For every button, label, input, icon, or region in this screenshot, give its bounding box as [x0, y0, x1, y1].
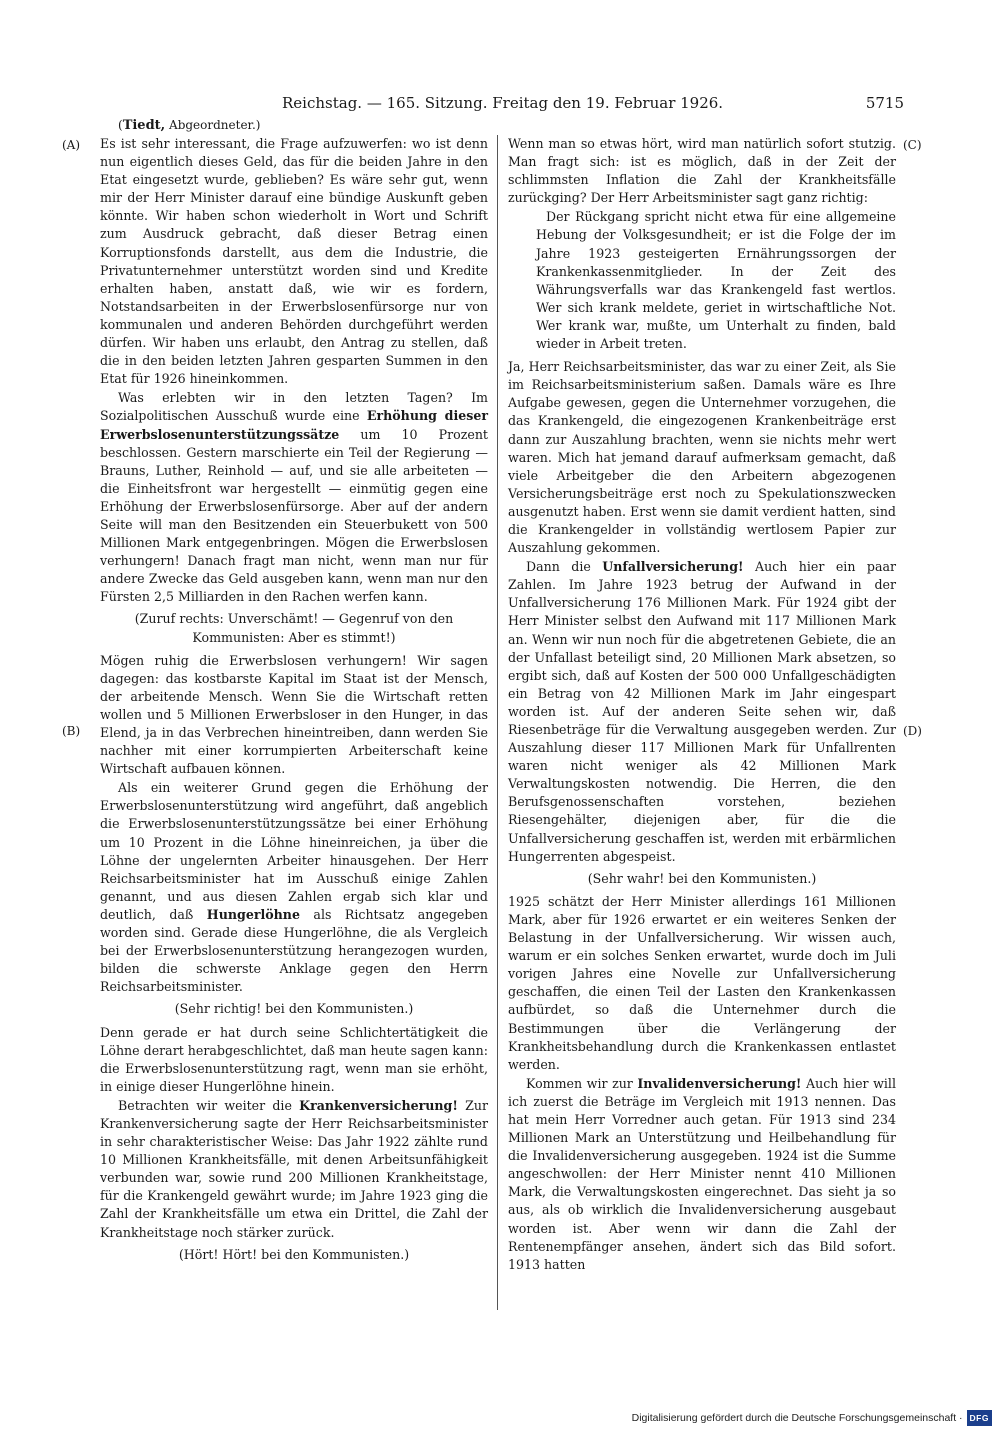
paragraph-text: um 10 Prozent beschlossen. Gestern marschierte ein Teil der Regierung — Brauns, Luther, Reinhold — auf, und sie alle arbeiteten — die Einheitsfront war hergestellt — einmütig gegen eine Erhöhung der Erwerbslosenfürsorge. Aber auf der andern Seite will man den Besitzenden ein Steuerbukett von 500 Millionen Mark entgegenbringen. Mögen die Erwerbslosen verhungern! Danach fragt man nicht, wenn man nur für andere Zwecke das Geld ausgeben kann, wenn man nur den Fürsten 2,5 Milliarden in den Rachen werfen kann.	[100, 426, 488, 605]
footer-text: Digitalisierung gefördert durch die Deutsche Forschungsgemeinschaft ·	[631, 1412, 963, 1424]
interjection: (Sehr wahr! bei den Kommunisten.)	[587, 870, 817, 886]
paragraph-text: Auch hier ein paar Zahlen. Im Jahre 1923 betrug der Aufwand in der Unfallversicherung 176 Millionen Mark. Für 1924 gibt der Herr Minister selbst den Aufwand mit 117 Millionen Mark an. Wenn wir nun noch für die abgetretenen Gebiete, die an der Unfallast beteiligt sind, 20 Millionen Mark absetzen, so ergibt sich, daß auf Kosten der 500 000 Unfallgeschädigten ein Betrag von 42 Millionen Mark im Jahr eingespart worden ist. Auf der anderen Seite sehen wir, daß Riesenbeträge für die Verwaltung ausgegeben werden. Zur Auszahlung dieser 117 Millionen Mark für Unfallrenten waren nicht weniger als 42 Millionen Mark Verwaltungskosten notwendig. Die Herren, die den Berufsgenossenschaften vorstehen, beziehen Riesengehälter, diejenigen aber, für die die Unfallversicherung geschaffen ist, werden mit erbärmlichen Hungerrenten abgespeist.	[508, 559, 896, 864]
paragraph-text: Was erlebten wir in den letzten Tagen? Im Sozialpolitischen Ausschuß wurde eine	[100, 390, 488, 424]
footer-credit	[632, 1410, 992, 1426]
paragraph	[100, 1097, 488, 1242]
left-column	[100, 135, 488, 1269]
paragraph: Denn gerade er hat durch seine Schlichtertätigkeit die Löhne derart herabgeschlichtet, daß man heute sagen kann: die Erwerbslosenunterstützung ragt, wenn man sie erhöht, in einige dieser Hungerlöhne hinein.	[100, 1024, 488, 1094]
paragraph-text: Zur Krankenversicherung sagte der Herr Reichsarbeitsminister in sehr charakteristischer Weise: Das Jahr 1922 zählte rund 10 Millionen Krankheitsfälle, mit denen Arbeitsunfähigkeit verbunden war, sowie rund 200 Millionen Krankheitstage, für die Krankengeld gewährt wurde; im Jahre 1923 ging die Zahl der Krankheitsfälle um etwa ein Drittel, die Zahl der Krankheitstage noch stärker zurück.	[100, 1097, 489, 1240]
header-title: Reichstag. — 165. Sitzung. Freitag den 19. Februar 1926.	[282, 94, 724, 112]
emphasized-term: Unfallversicherung!	[602, 559, 744, 575]
interjection: (Sehr richtig! bei den Kommunisten.)	[174, 1001, 414, 1017]
emphasized-term: Hungerlöhne	[206, 906, 300, 922]
margin-marker-b: (B)	[62, 724, 81, 738]
paragraph-text: als Richtsatz angegeben worden sind. Gerade diese Hungerlöhne, die als Vergleich bei der Erwerbslosenunterstützung herangezogen wurden, bilden die schwerste Anklage gegen den Herrn Reichsarbeitsminister.	[100, 906, 489, 995]
speaker-role: Abgeordneter.	[169, 118, 256, 132]
paragraph-text: Kommen wir zur	[526, 1075, 638, 1091]
margin-marker-c: (C)	[903, 138, 922, 152]
paragraph: Ja, Herr Reichsarbeitsminister, das war zu einer Zeit, als Sie im Reichsarbeitsministerium saßen. Damals wäre es Ihre Aufgabe gewesen, gegen die Unternehmer vorzugehen, die das Krankengeld, die eingezogenen Krankenbeiträge erst dann zur Auszahlung brachten, wenn sie nichts mehr wert waren. Mich hat jemand darauf aufmerksam gemacht, daß viele Arbeitgeber die den Arbeitern abgezogenen Versicherungsbeiträge erst noch zu Spekulationszwecken ausgenutzt haben. Erst wenn sie damit verdient hatten, sind die Krankengelder in vollständig wertlosem Papier zur Auszahlung gekommen.	[508, 359, 896, 556]
paragraph	[508, 558, 896, 866]
paragraph: Wenn man so etwas hört, wird man natürlich sofort stutzig. Man fragt sich: ist es möglich, daß in der Zeit der schlimmsten Inflation die Zahl der Krankheitsfälle zurückging? Der Herr Arbeitsminister sagt ganz richtig:	[508, 136, 896, 206]
margin-marker-a: (A)	[62, 138, 81, 152]
emphasized-term: Invalidenversicherung!	[637, 1075, 802, 1091]
paragraph-text: Auch hier will ich zuerst die Beträge im Vergleich mit 1913 nennen. Das hat mein Herr Vorredner auch getan. Für 1913 sind 234 Millionen Mark an Unterstützung und Heilbehandlung für die Invalidenversicherung ausgegeben. 1924 ist die Summe angeschwollen: der Herr Minister nennt 410 Millionen Mark, die Verwaltungskosten eingerechnet. Das sieht ja so aus, als ob wirklich die Invalidenversicherung ausgebaut worden ist. Aber wenn wir dann die Zahl der Rentenempfänger ansehen, ändert sich das Bild sofort. 1913 hatten	[508, 1075, 896, 1272]
interjection: (Zuruf rechts: Unverschämt! — Gegenruf von den Kommunisten: Aber es stimmt!)	[134, 611, 454, 645]
dfg-logo: DFG	[967, 1410, 992, 1426]
paragraph-text: Betrachten wir weiter die	[118, 1097, 300, 1113]
margin-marker-d: (D)	[903, 724, 922, 738]
right-column	[508, 135, 896, 1275]
paragraph: 1925 schätzt der Herr Minister allerdings 161 Millionen Mark, aber für 1926 erwartet er ein weiteres Senken der Belastung in der Unfallversicherung. Wir wissen auch, warum er ein solches Senken erwartet, wurde doch im Juli vorigen Jahres eine Novelle zur Unfallversicherung geschaffen, die einen Teil der Lasten den Krankenkassen aufbürdet, so daß die Unternehmer durch die Bestimmungen über die Verlängerung der Krankheitsbehandlung durch die Krankenkassen entlastet werden.	[508, 893, 896, 1072]
paragraph: Es ist sehr interessant, die Frage aufzuwerfen: wo ist denn nun eigentlich dieses Geld, das für die beiden Jahre in den Etat eingesetzt wurde, geblieben? Es wäre sehr gut, wenn mir der Herr Minister darauf eine bündige Auskunft geben könnte. Wir haben schon wiederholt in Wort und Schrift zum Ausdruck gebracht, daß dieser Betrag einen Korruptionsfonds darstellt, aus dem die Industrie, die Privatunternehmer unterstützt worden sind und Kredite erhalten haben, anstatt daß, wie wir es fordern, Notstandsarbeiten in der Erwerbslosenfürsorge nur von kommunalen und anderen Behörden durchgeführt werden dürfen. Wir haben uns erlaubt, den Antrag zu stellen, daß die in den beiden letzten Jahren gesparten Summen in den Etat für 1926 hineinkommen.	[100, 136, 488, 387]
paragraph-text: Dann die	[526, 559, 603, 575]
column-divider	[497, 135, 498, 1310]
speaker-label: (Tiedt, Abgeordneter.)	[118, 118, 261, 133]
interjection: (Hört! Hört! bei den Kommunisten.)	[178, 1246, 410, 1262]
paragraph	[100, 779, 488, 996]
emphasized-term: Krankenversicherung!	[299, 1097, 458, 1113]
page-header	[282, 92, 904, 114]
quotation: Der Rückgang spricht nicht etwa für eine allgemeine Hebung der Volksgesundheit; er ist die Folge der im Jahre 1923 gesteigerten Ernährungssorgen der Krankenkassenmitglieder. In der Zeit des Währungsverfalls war das Krankengeld fast wertlos. Wer sich krank meldete, geriet in wirtschaftliche Not. Wer krank war, mußte, um Unterhalt zu finden, bald wieder in Arbeit treten.	[536, 209, 896, 352]
paragraph	[100, 389, 488, 606]
emphasized-term: Erhöhung dieser Erwerbslosenunterstützungssätze	[100, 408, 488, 442]
paragraph	[508, 1075, 896, 1274]
page-number: 5715	[865, 94, 904, 112]
paragraph: Mögen ruhig die Erwerbslosen verhungern! Wir sagen dagegen: das kostbarste Kapital im Staat ist der Mensch, der arbeitende Mensch. Wenn Sie die Wirtschaft retten wollen und 5 Millionen Erwerbsloser in den Hunger, in das Elend, ja in das Verbrechen hineintreiben, dann werden Sie nachher mit einer korrumpierten Arbeiterschaft keine Wirtschaft aufbauen können.	[100, 652, 488, 777]
paragraph-text: Als ein weiterer Grund gegen die Erhöhung der Erwerbslosenunterstützung wird angeführt, daß angeblich die Erwerbslosenunterstützungssätze bei einer Erhöhung um 10 Prozent in die Löhne hineinreichen, ja über die Löhne der ungelernten Arbeiter hinausgehen. Der Herr Reichsarbeitsminister hat im Ausschuß einige Zahlen genannt, und aus diesen Zahlen ergab sich klar und deutlich, daß	[100, 780, 488, 922]
speaker-name: Tiedt,	[122, 118, 166, 133]
